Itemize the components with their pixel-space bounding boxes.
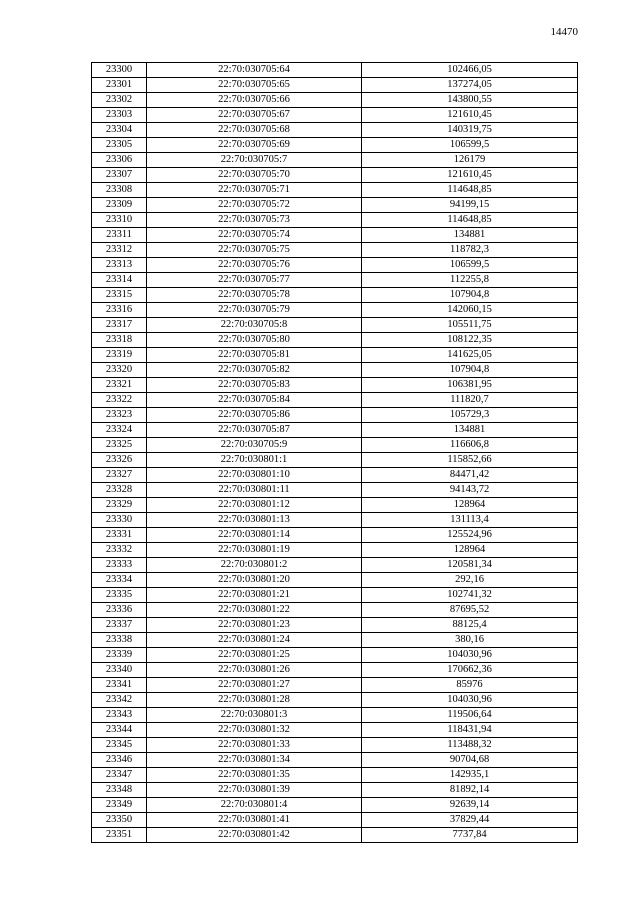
table-row: [92, 483, 578, 498]
cadastral-number-cell: 22:70:030801:3: [147, 708, 362, 723]
row-number-cell: 23338: [92, 633, 147, 648]
table-row: [92, 213, 578, 228]
cadastral-value-cell: 125524,96: [362, 528, 578, 543]
table-row: [92, 243, 578, 258]
row-number-cell: 23303: [92, 108, 147, 123]
cadastral-number-cell: 22:70:030705:87: [147, 423, 362, 438]
cadastral-number-cell: 22:70:030705:73: [147, 213, 362, 228]
row-number-cell: 23320: [92, 363, 147, 378]
cadastral-value-cell: 84471,42: [362, 468, 578, 483]
cadastral-number-cell: 22:70:030801:12: [147, 498, 362, 513]
cadastral-value-cell: 106599,5: [362, 138, 578, 153]
table-row: [92, 663, 578, 678]
row-number-cell: 23347: [92, 768, 147, 783]
table-row: [92, 138, 578, 153]
cadastral-number-cell: 22:70:030801:10: [147, 468, 362, 483]
cadastral-value-cell: 104030,96: [362, 648, 578, 663]
table-row: [92, 333, 578, 348]
table-row: [92, 528, 578, 543]
cadastral-value-cell: 105511,75: [362, 318, 578, 333]
table-row: [92, 318, 578, 333]
cadastral-number-cell: 22:70:030801:20: [147, 573, 362, 588]
cadastral-number-cell: 22:70:030801:33: [147, 738, 362, 753]
cadastral-number-cell: 22:70:030705:78: [147, 288, 362, 303]
cadastral-value-cell: 118782,3: [362, 243, 578, 258]
row-number-cell: 23326: [92, 453, 147, 468]
cadastral-number-cell: 22:70:030801:32: [147, 723, 362, 738]
cadastral-value-cell: 114648,85: [362, 213, 578, 228]
cadastral-number-cell: 22:70:030705:81: [147, 348, 362, 363]
cadastral-number-cell: 22:70:030801:26: [147, 663, 362, 678]
row-number-cell: 23334: [92, 573, 147, 588]
cadastral-value-cell: 142935,1: [362, 768, 578, 783]
table-row: [92, 363, 578, 378]
row-number-cell: 23324: [92, 423, 147, 438]
table-row: [92, 603, 578, 618]
row-number-cell: 23332: [92, 543, 147, 558]
row-number-cell: 23316: [92, 303, 147, 318]
table-row: [92, 93, 578, 108]
cadastral-value-cell: 90704,68: [362, 753, 578, 768]
cadastral-value-cell: 128964: [362, 498, 578, 513]
cadastral-value-cell: 104030,96: [362, 693, 578, 708]
row-number-cell: 23307: [92, 168, 147, 183]
page-number: 14470: [550, 26, 578, 38]
table-row: [92, 588, 578, 603]
cadastral-value-cell: 116606,8: [362, 438, 578, 453]
cadastral-value-cell: 115852,66: [362, 453, 578, 468]
row-number-cell: 23302: [92, 93, 147, 108]
table-row: [92, 63, 578, 78]
cadastral-number-cell: 22:70:030801:41: [147, 813, 362, 828]
cadastral-number-cell: 22:70:030705:80: [147, 333, 362, 348]
table-row: [92, 438, 578, 453]
cadastral-number-cell: 22:70:030705:83: [147, 378, 362, 393]
cadastral-number-cell: 22:70:030705:65: [147, 78, 362, 93]
cadastral-value-cell: 380,16: [362, 633, 578, 648]
cadastral-value-cell: 112255,8: [362, 273, 578, 288]
cadastral-number-cell: 22:70:030801:35: [147, 768, 362, 783]
row-number-cell: 23337: [92, 618, 147, 633]
cadastral-number-cell: 22:70:030705:82: [147, 363, 362, 378]
cadastral-number-cell: 22:70:030705:74: [147, 228, 362, 243]
row-number-cell: 23314: [92, 273, 147, 288]
table-row: [92, 678, 578, 693]
cadastral-number-cell: 22:70:030801:23: [147, 618, 362, 633]
table-row: [92, 468, 578, 483]
table-row: [92, 573, 578, 588]
row-number-cell: 23323: [92, 408, 147, 423]
cadastral-number-cell: 22:70:030801:27: [147, 678, 362, 693]
cadastral-number-cell: 22:70:030705:66: [147, 93, 362, 108]
cadastral-value-cell: 106599,5: [362, 258, 578, 273]
table-row: [92, 723, 578, 738]
cadastral-number-cell: 22:70:030705:7: [147, 153, 362, 168]
row-number-cell: 23321: [92, 378, 147, 393]
cadastral-value-cell: 143800,55: [362, 93, 578, 108]
cadastral-number-cell: 22:70:030801:42: [147, 828, 362, 843]
cadastral-value-cell: 111820,7: [362, 393, 578, 408]
cadastral-value-cell: 85976: [362, 678, 578, 693]
row-number-cell: 23301: [92, 78, 147, 93]
cadastral-value-cell: 105729,3: [362, 408, 578, 423]
cadastral-number-cell: 22:70:030801:19: [147, 543, 362, 558]
row-number-cell: 23335: [92, 588, 147, 603]
row-number-cell: 23340: [92, 663, 147, 678]
table-row: [92, 348, 578, 363]
table-row: [92, 153, 578, 168]
cadastral-value-cell: 94143,72: [362, 483, 578, 498]
cadastral-value-cell: 81892,14: [362, 783, 578, 798]
row-number-cell: 23329: [92, 498, 147, 513]
cadastral-value-cell: 141625,05: [362, 348, 578, 363]
row-number-cell: 23350: [92, 813, 147, 828]
row-number-cell: 23327: [92, 468, 147, 483]
cadastral-value-cell: 87695,52: [362, 603, 578, 618]
cadastral-value-cell: 94199,15: [362, 198, 578, 213]
cadastral-value-cell: 170662,36: [362, 663, 578, 678]
cadastral-number-cell: 22:70:030705:76: [147, 258, 362, 273]
cadastral-value-cell: 119506,64: [362, 708, 578, 723]
table-row: [92, 183, 578, 198]
table-row: [92, 753, 578, 768]
cadastral-value-cell: 118431,94: [362, 723, 578, 738]
table-row: [92, 633, 578, 648]
cadastral-number-cell: 22:70:030705:67: [147, 108, 362, 123]
cadastral-value-table: [91, 62, 578, 843]
cadastral-number-cell: 22:70:030705:84: [147, 393, 362, 408]
cadastral-value-cell: 37829,44: [362, 813, 578, 828]
cadastral-value-cell: 88125,4: [362, 618, 578, 633]
table-row: [92, 738, 578, 753]
cadastral-value-cell: 131113,4: [362, 513, 578, 528]
table-row: [92, 378, 578, 393]
table-row: [92, 453, 578, 468]
table-body: [92, 63, 578, 843]
cadastral-number-cell: 22:70:030801:21: [147, 588, 362, 603]
row-number-cell: 23300: [92, 63, 147, 78]
table-row: [92, 168, 578, 183]
table-row: [92, 273, 578, 288]
cadastral-number-cell: 22:70:030801:24: [147, 633, 362, 648]
table-row: [92, 828, 578, 843]
cadastral-value-cell: 102466,05: [362, 63, 578, 78]
row-number-cell: 23308: [92, 183, 147, 198]
row-number-cell: 23344: [92, 723, 147, 738]
row-number-cell: 23328: [92, 483, 147, 498]
table-row: [92, 423, 578, 438]
cadastral-number-cell: 22:70:030705:79: [147, 303, 362, 318]
row-number-cell: 23345: [92, 738, 147, 753]
cadastral-value-cell: 140319,75: [362, 123, 578, 138]
cadastral-value-cell: 121610,45: [362, 108, 578, 123]
table-row: [92, 813, 578, 828]
row-number-cell: 23311: [92, 228, 147, 243]
cadastral-number-cell: 22:70:030705:72: [147, 198, 362, 213]
cadastral-number-cell: 22:70:030705:8: [147, 318, 362, 333]
cadastral-value-cell: 102741,32: [362, 588, 578, 603]
row-number-cell: 23351: [92, 828, 147, 843]
row-number-cell: 23317: [92, 318, 147, 333]
cadastral-value-cell: 107904,8: [362, 363, 578, 378]
cadastral-number-cell: 22:70:030801:2: [147, 558, 362, 573]
cadastral-number-cell: 22:70:030801:28: [147, 693, 362, 708]
row-number-cell: 23306: [92, 153, 147, 168]
cadastral-number-cell: 22:70:030705:75: [147, 243, 362, 258]
cadastral-number-cell: 22:70:030801:39: [147, 783, 362, 798]
cadastral-value-cell: 7737,84: [362, 828, 578, 843]
cadastral-number-cell: 22:70:030705:77: [147, 273, 362, 288]
cadastral-number-cell: 22:70:030801:22: [147, 603, 362, 618]
cadastral-value-cell: 137274,05: [362, 78, 578, 93]
cadastral-value-cell: 108122,35: [362, 333, 578, 348]
cadastral-number-cell: 22:70:030705:71: [147, 183, 362, 198]
row-number-cell: 23349: [92, 798, 147, 813]
cadastral-number-cell: 22:70:030705:68: [147, 123, 362, 138]
table-row: [92, 108, 578, 123]
row-number-cell: 23343: [92, 708, 147, 723]
row-number-cell: 23318: [92, 333, 147, 348]
row-number-cell: 23305: [92, 138, 147, 153]
table-row: [92, 618, 578, 633]
cadastral-value-cell: 92639,14: [362, 798, 578, 813]
cadastral-value-cell: 113488,32: [362, 738, 578, 753]
row-number-cell: 23310: [92, 213, 147, 228]
table-row: [92, 783, 578, 798]
cadastral-number-cell: 22:70:030801:11: [147, 483, 362, 498]
row-number-cell: 23304: [92, 123, 147, 138]
row-number-cell: 23309: [92, 198, 147, 213]
table-row: [92, 558, 578, 573]
cadastral-value-cell: 134881: [362, 228, 578, 243]
table-row: [92, 123, 578, 138]
row-number-cell: 23339: [92, 648, 147, 663]
table-row: [92, 693, 578, 708]
table-row: [92, 288, 578, 303]
table-row: [92, 513, 578, 528]
cadastral-number-cell: 22:70:030801:13: [147, 513, 362, 528]
table-row: [92, 543, 578, 558]
cadastral-number-cell: 22:70:030801:4: [147, 798, 362, 813]
row-number-cell: 23312: [92, 243, 147, 258]
table-row: [92, 303, 578, 318]
cadastral-number-cell: 22:70:030705:9: [147, 438, 362, 453]
row-number-cell: 23322: [92, 393, 147, 408]
cadastral-number-cell: 22:70:030801:25: [147, 648, 362, 663]
cadastral-value-cell: 107904,8: [362, 288, 578, 303]
cadastral-value-cell: 120581,34: [362, 558, 578, 573]
row-number-cell: 23313: [92, 258, 147, 273]
cadastral-value-cell: 142060,15: [362, 303, 578, 318]
table-row: [92, 648, 578, 663]
row-number-cell: 23341: [92, 678, 147, 693]
row-number-cell: 23331: [92, 528, 147, 543]
cadastral-number-cell: 22:70:030705:64: [147, 63, 362, 78]
cadastral-value-cell: 126179: [362, 153, 578, 168]
row-number-cell: 23342: [92, 693, 147, 708]
table-row: [92, 228, 578, 243]
table-row: [92, 258, 578, 273]
cadastral-number-cell: 22:70:030801:1: [147, 453, 362, 468]
row-number-cell: 23319: [92, 348, 147, 363]
row-number-cell: 23330: [92, 513, 147, 528]
row-number-cell: 23315: [92, 288, 147, 303]
cadastral-value-cell: 114648,85: [362, 183, 578, 198]
cadastral-value-cell: 128964: [362, 543, 578, 558]
table-row: [92, 393, 578, 408]
table-row: [92, 78, 578, 93]
cadastral-number-cell: 22:70:030705:86: [147, 408, 362, 423]
cadastral-number-cell: 22:70:030705:69: [147, 138, 362, 153]
cadastral-value-cell: 106381,95: [362, 378, 578, 393]
cadastral-value-cell: 292,16: [362, 573, 578, 588]
table-row: [92, 408, 578, 423]
row-number-cell: 23336: [92, 603, 147, 618]
row-number-cell: 23325: [92, 438, 147, 453]
cadastral-value-cell: 121610,45: [362, 168, 578, 183]
row-number-cell: 23333: [92, 558, 147, 573]
cadastral-value-cell: 134881: [362, 423, 578, 438]
table-row: [92, 498, 578, 513]
table-row: [92, 798, 578, 813]
row-number-cell: 23348: [92, 783, 147, 798]
row-number-cell: 23346: [92, 753, 147, 768]
cadastral-number-cell: 22:70:030801:34: [147, 753, 362, 768]
table-row: [92, 198, 578, 213]
cadastral-number-cell: 22:70:030705:70: [147, 168, 362, 183]
cadastral-number-cell: 22:70:030801:14: [147, 528, 362, 543]
table-row: [92, 768, 578, 783]
table-row: [92, 708, 578, 723]
